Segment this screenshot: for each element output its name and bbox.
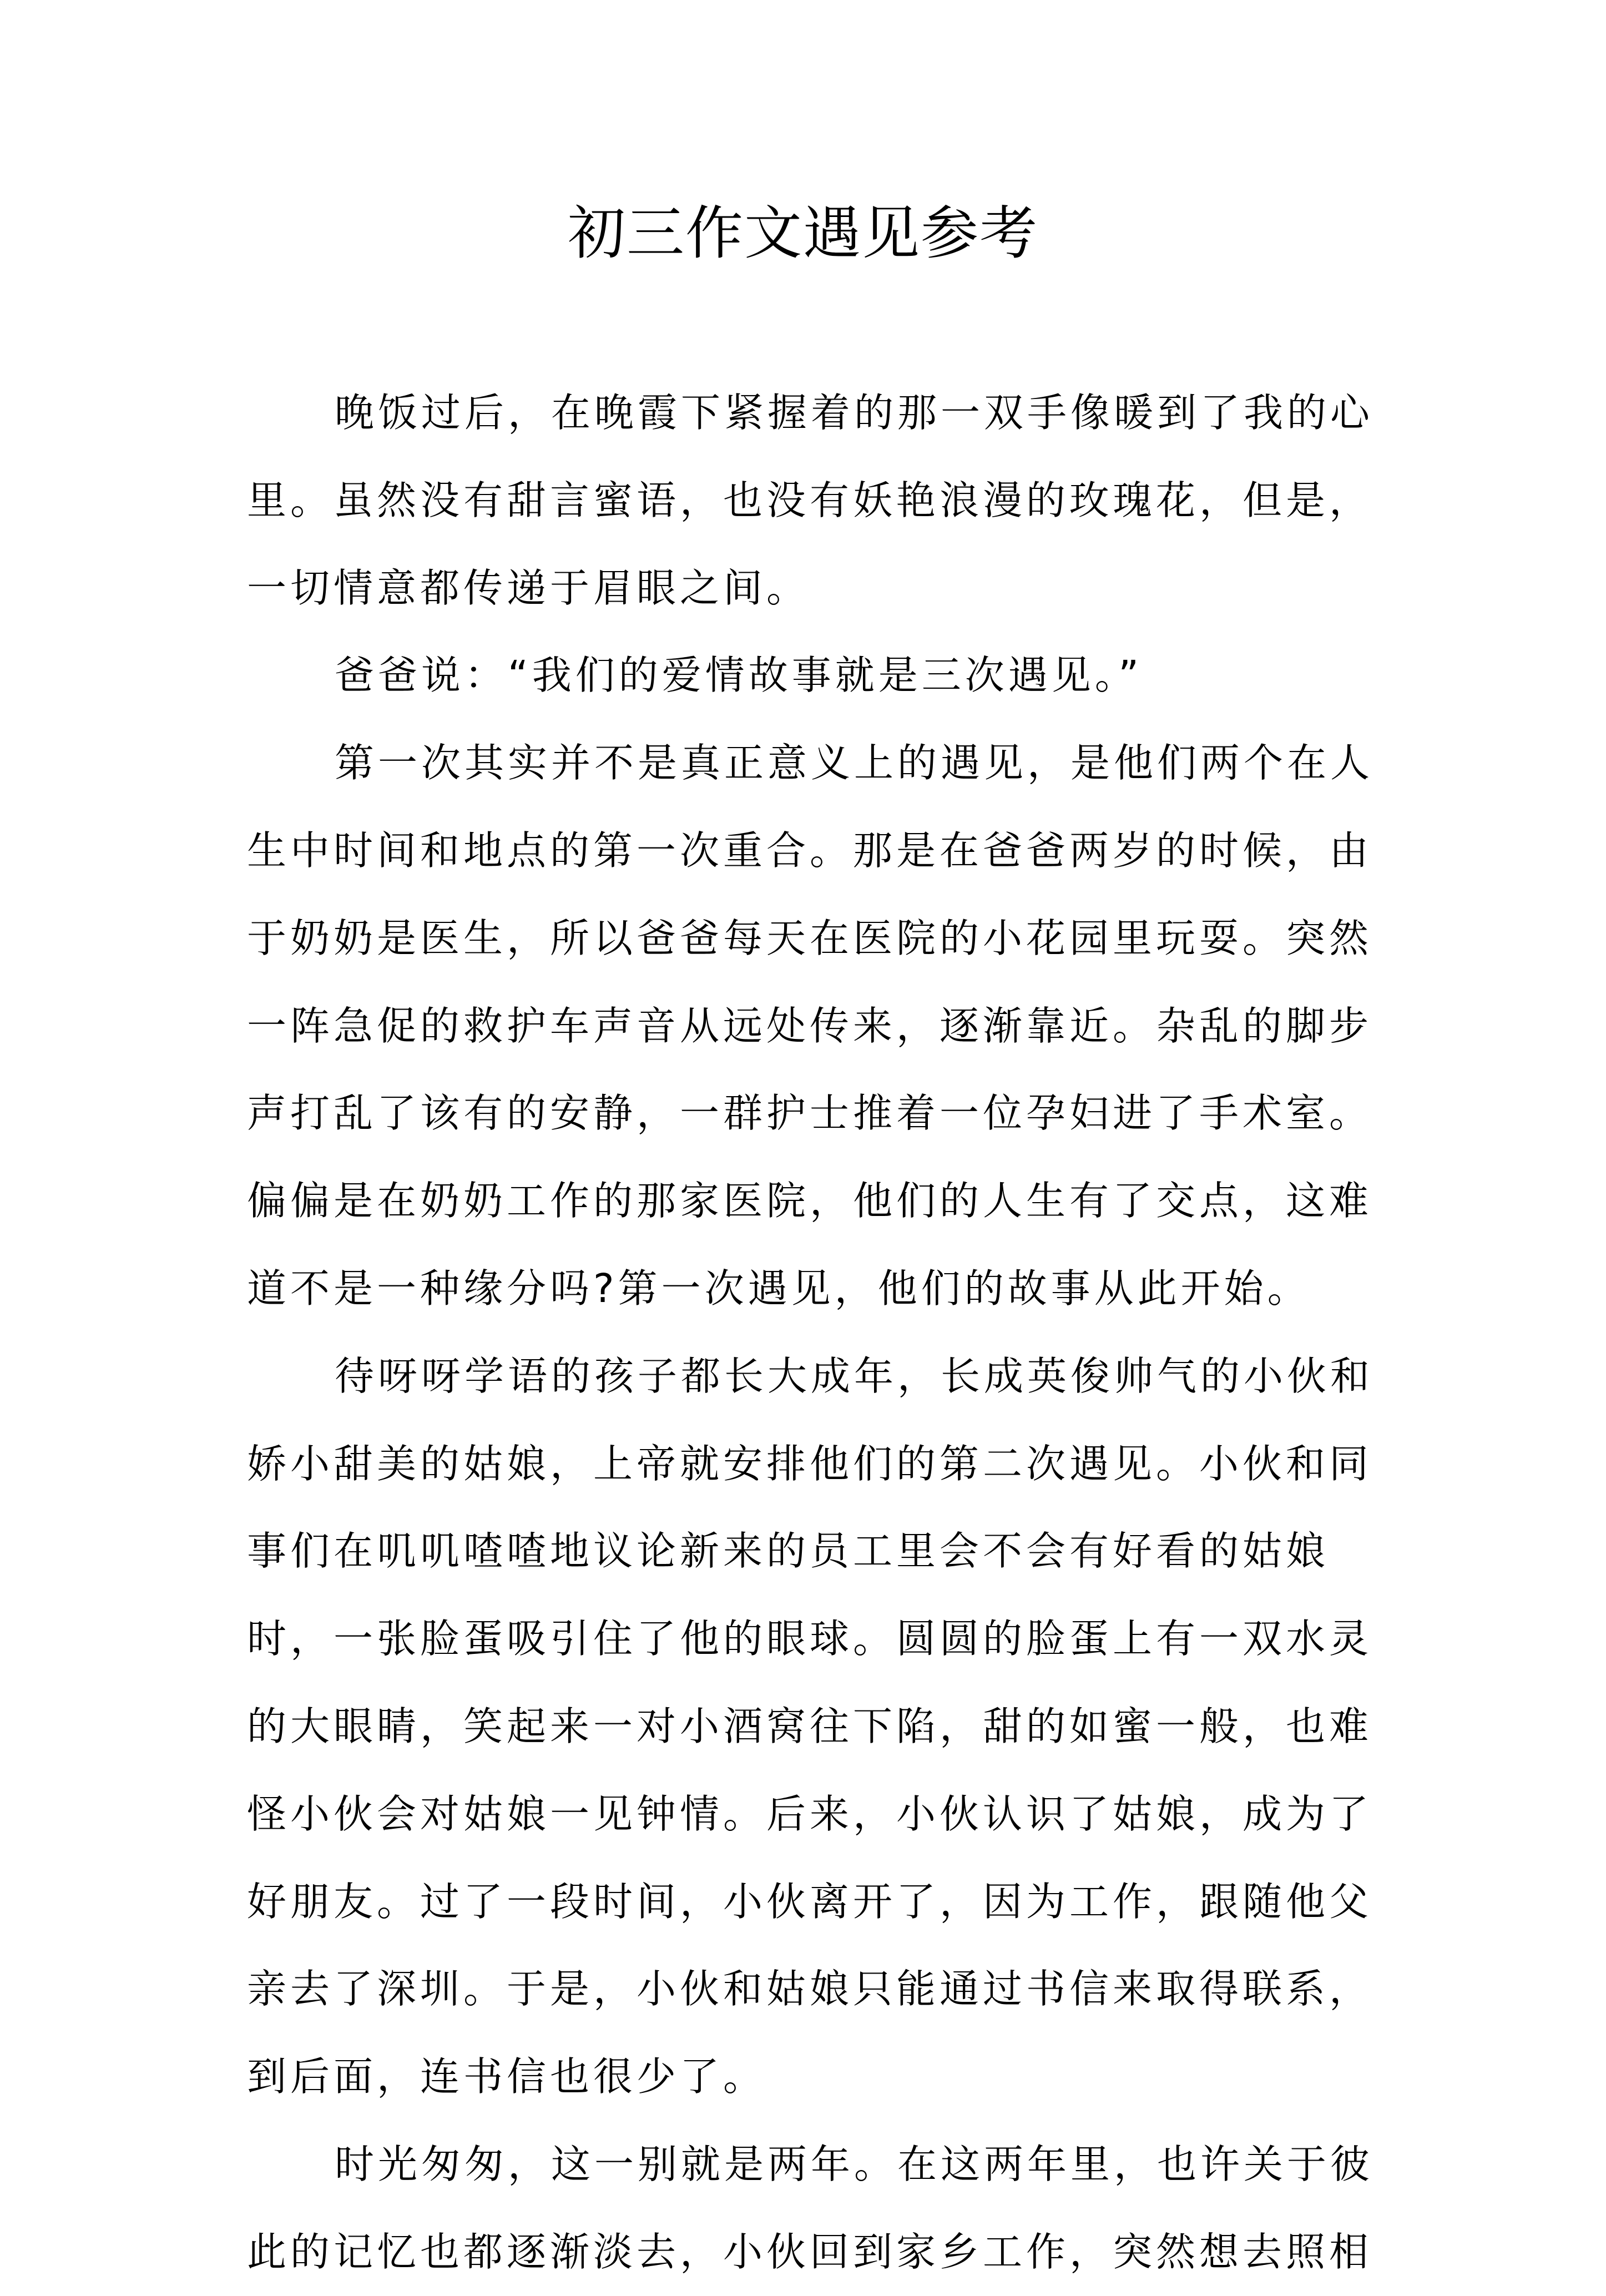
text-line: 爸爸说：“我们的爱情故事就是三次遇见。” [335,652,1143,699]
paragraph [247,632,1379,719]
text-line: 时光匆匆，这一别就是两年。在这两年里，也许关于彼 [335,2141,1374,2187]
text-line: 待呀呀学语的孩子都长大成年，长成英俊帅气的小伙和 [335,1353,1374,1399]
text-line: 里。虽然没有甜言蜜语，也没有妖艳浪漫的玫瑰花，但是， [247,477,1373,523]
text-line: 一阵急促的救护车声音从远处传来，逐渐靠近。杂乱的脚步 [247,1002,1373,1049]
document-title: 初三作文遇见参考 [567,199,1038,267]
text-line: 道不是一种缘分吗?第一次遇见，他们的故事从此开始。 [247,1265,1311,1311]
text-line: 亲去了深圳。于是，小伙和姑娘只能通过书信来取得联系， [247,1966,1373,2012]
paragraph [247,1333,1379,2121]
text-line: 声打乱了该有的安静，一群护士推着一位孕妇进了手术室。 [247,1090,1373,1137]
text-line: 的大眼睛，笑起来一对小酒窝往下陷，甜的如蜜一般，也难 [247,1703,1373,1749]
text-line: 晚饭过后，在晚霞下紧握着的那一双手像暖到了我的心 [335,390,1374,436]
text-line: 偏偏是在奶奶工作的那家医院，他们的人生有了交点，这难 [247,1178,1373,1224]
text-line: 生中时间和地点的第一次重合。那是在爸爸两岁的时候，由 [247,827,1373,874]
text-line: 时，一张脸蛋吸引住了他的眼球。圆圆的脸蛋上有一双水灵 [247,1616,1373,1662]
text-line: 一切情意都传递于眉眼之间。 [247,564,810,611]
text-line: 于奶奶是医生，所以爸爸每天在医院的小花园里玩耍。突然 [247,915,1373,961]
text-line: 事们在叽叽喳喳地议论新来的员工里会不会有好看的姑娘 [247,1528,1330,1575]
text-line: 到后面，连书信也很少了。 [247,2053,767,2100]
text-line: 娇小甜美的姑娘，上帝就安排他们的第二次遇见。小伙和同 [247,1440,1373,1487]
paragraph [247,2121,1379,2296]
text-line: 第一次其实并不是真正意义上的遇见，是他们两个在人 [335,740,1374,786]
text-line: 怪小伙会对姑娘一见钟情。后来，小伙认识了姑娘，成为了 [247,1790,1373,1837]
text-line: 好朋友。过了一段时间，小伙离开了，因为工作，跟随他父 [247,1878,1373,1925]
document-body [247,369,1379,2296]
paragraph [247,719,1379,1333]
text-line: 此的记忆也都逐渐淡去，小伙回到家乡工作，突然想去照相 [247,2228,1373,2275]
paragraph [247,369,1379,632]
